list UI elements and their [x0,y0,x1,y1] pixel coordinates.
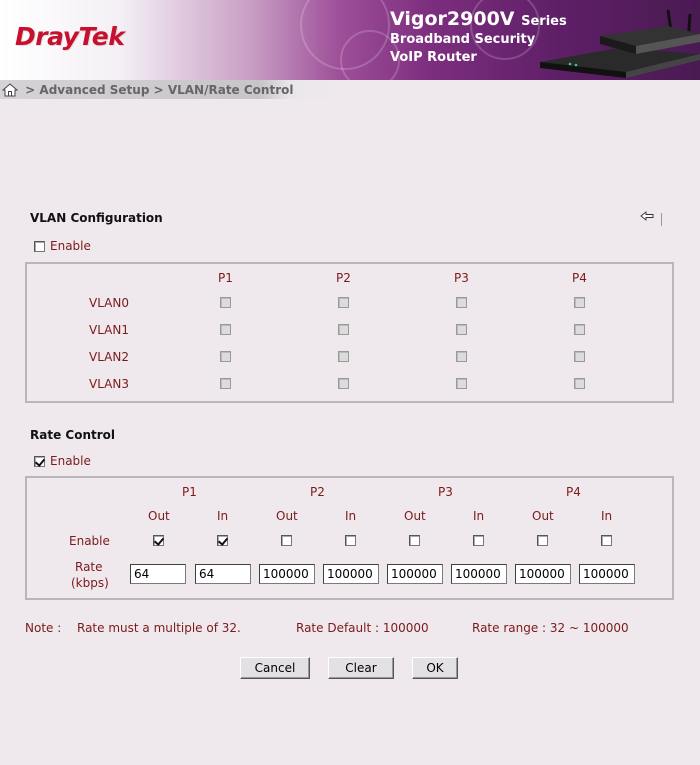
vlan-port-checkbox[interactable] [456,378,467,389]
rate-row-label: Rate [75,560,103,574]
rate-input[interactable] [130,564,186,584]
vlan-port-checkbox[interactable] [220,324,231,335]
rate-enable-checkbox-cell[interactable] [153,535,164,546]
vlan-row-label: VLAN3 [89,377,129,391]
vlan-port-checkbox[interactable] [574,378,585,389]
vlan-port-checkbox[interactable] [338,324,349,335]
rate-enable-label: Enable [50,454,91,468]
vlan-enable-label: Enable [50,239,91,253]
product-series: Series [521,14,567,29]
product-line-2: VoIP Router [390,50,477,65]
rate-direction-header: In [217,509,229,523]
rate-direction-header: In [473,509,485,523]
note-multiple: Rate must a multiple of 32. [77,621,241,635]
rate-input[interactable] [579,564,635,584]
rate-input[interactable] [515,564,571,584]
vlan-port-checkbox[interactable] [220,297,231,308]
rate-enable-checkbox-cell[interactable] [345,535,356,546]
rate-input[interactable] [387,564,443,584]
vlan-port-header: P1 [218,271,233,285]
note-label: Note : [25,621,62,635]
vlan-row-label: VLAN0 [89,296,129,310]
rate-enable-checkbox-cell[interactable] [281,535,292,546]
home-icon[interactable] [2,82,18,98]
rate-enable-checkbox[interactable] [34,456,45,467]
rate-port-header: P3 [438,485,453,499]
rate-input[interactable] [323,564,379,584]
rate-enable-checkbox-cell[interactable] [537,535,548,546]
rate-enable-row-label: Enable [69,534,110,548]
rate-input[interactable] [451,564,507,584]
note-default: Rate Default : 100000 [296,621,429,635]
rate-port-header: P2 [310,485,325,499]
vlan-enable-row [34,239,91,253]
vlan-port-checkbox[interactable] [338,378,349,389]
cancel-button[interactable]: Cancel [240,657,310,679]
draytek-logo: DrayTek [15,22,125,51]
note-range: Rate range : 32 ~ 100000 [472,621,629,635]
rate-direction-header: Out [148,509,170,523]
header-banner [0,0,700,80]
clear-button[interactable]: Clear [328,657,394,679]
vlan-port-checkbox[interactable] [456,297,467,308]
rate-input[interactable] [259,564,315,584]
vlan-row-label: VLAN2 [89,350,129,364]
rate-section-title: Rate Control [30,428,115,442]
vlan-row-label: VLAN1 [89,323,129,337]
vlan-section-title: VLAN Configuration [30,211,163,225]
rate-enable-checkbox-cell[interactable] [473,535,484,546]
rate-enable-row [34,454,91,468]
vlan-port-checkbox[interactable] [456,351,467,362]
breadcrumb-path: > Advanced Setup > VLAN/Rate Control [21,82,294,97]
vlan-enable-checkbox[interactable] [34,241,45,252]
vlan-port-checkbox[interactable] [220,351,231,362]
product-line-1: Broadband Security [390,32,536,47]
rate-direction-header: Out [532,509,554,523]
breadcrumb [0,80,700,99]
rate-row-unit: (kbps) [71,576,109,590]
rate-enable-checkbox-cell[interactable] [409,535,420,546]
product-name: Vigor2900V [390,8,515,30]
vlan-port-header: P2 [336,271,351,285]
rate-port-header: P1 [182,485,197,499]
divider [661,213,662,226]
vlan-port-checkbox[interactable] [456,324,467,335]
back-arrow-icon[interactable] [640,211,654,221]
rate-input[interactable] [195,564,251,584]
rate-enable-checkbox-cell[interactable] [601,535,612,546]
router-image [540,8,700,80]
rate-enable-checkbox-cell[interactable] [217,535,228,546]
vlan-port-checkbox[interactable] [574,324,585,335]
rate-direction-header: Out [404,509,426,523]
ok-button[interactable]: OK [412,657,458,679]
product-subtitle [390,31,560,67]
vlan-port-checkbox[interactable] [574,297,585,308]
vlan-port-checkbox[interactable] [574,351,585,362]
vlan-port-header: P3 [454,271,469,285]
vlan-port-checkbox[interactable] [338,297,349,308]
rate-direction-header: In [345,509,357,523]
rate-port-header: P4 [566,485,581,499]
rate-direction-header: In [601,509,613,523]
rate-direction-header: Out [276,509,298,523]
vlan-port-checkbox[interactable] [338,351,349,362]
vlan-port-checkbox[interactable] [220,378,231,389]
vlan-port-header: P4 [572,271,587,285]
